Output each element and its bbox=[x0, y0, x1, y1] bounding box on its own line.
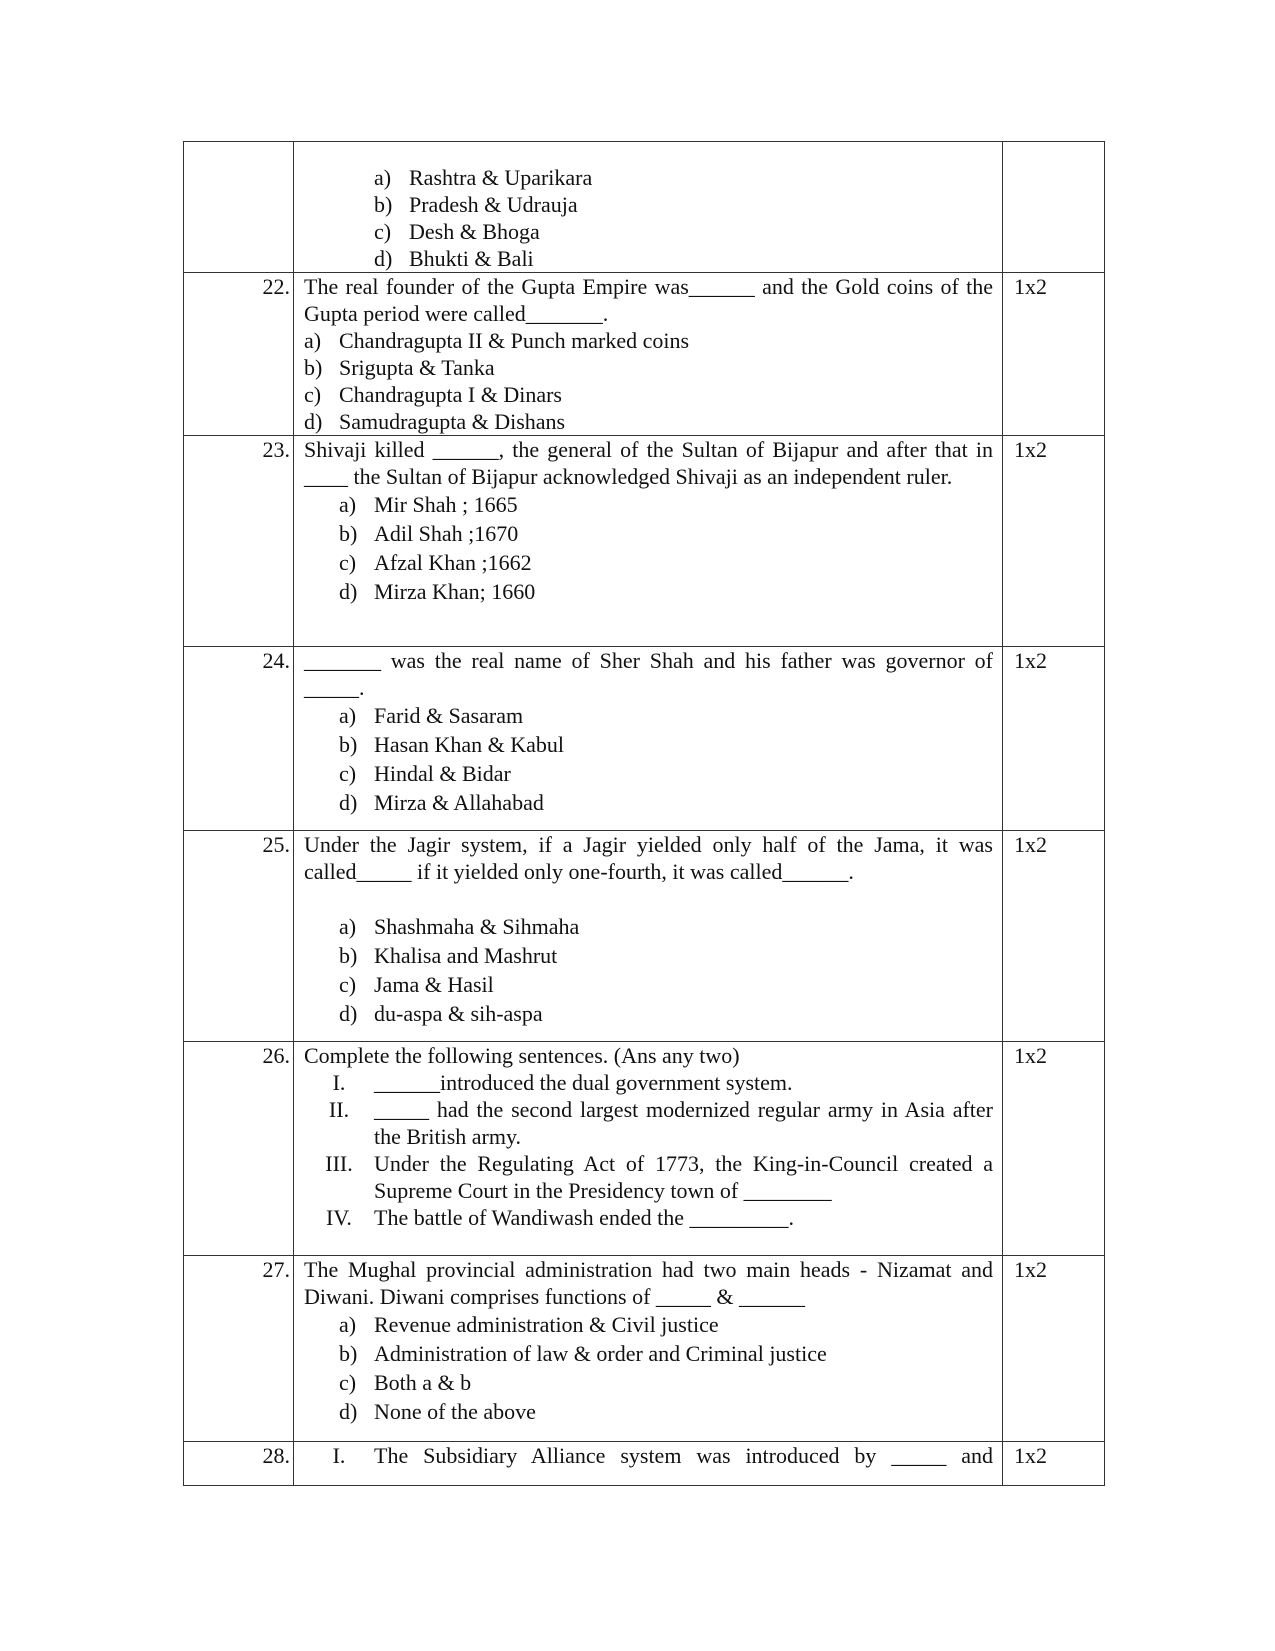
option-list bbox=[304, 701, 993, 817]
question-marks: 1x2 bbox=[1003, 1042, 1105, 1256]
option-text: Adil Shah ;1670 bbox=[374, 521, 519, 546]
option-text: None of the above bbox=[374, 1399, 536, 1424]
question-row-continued bbox=[184, 142, 1105, 273]
sentence-item-1 bbox=[304, 1442, 993, 1469]
option-text: Khalisa and Mashrut bbox=[374, 943, 558, 968]
question-body bbox=[294, 273, 1003, 436]
option-label: a) bbox=[374, 165, 392, 190]
option-label: a) bbox=[304, 328, 322, 353]
question-body bbox=[294, 1042, 1003, 1256]
question-body bbox=[294, 142, 1003, 273]
question-number: 25. bbox=[184, 831, 294, 1042]
option-d bbox=[339, 788, 993, 817]
item-label: IV. bbox=[326, 1205, 352, 1230]
option-label: b) bbox=[304, 355, 323, 380]
question-table bbox=[183, 141, 1105, 1486]
item-text: The Subsidiary Alliance system was introduced by _____ and bbox=[374, 1443, 993, 1468]
question-number bbox=[184, 142, 294, 273]
option-label: d) bbox=[339, 1001, 358, 1026]
question-stem: The Mughal provincial administration had two main heads - Nizamat and Diwani. Diwani comprises functions of _____ & ______ bbox=[304, 1257, 993, 1309]
question-stem: _______ was the real name of Sher Shah and his father was governor of _____. bbox=[304, 648, 993, 700]
option-text: Jama & Hasil bbox=[374, 972, 494, 997]
sentence-item-3 bbox=[304, 1150, 993, 1204]
option-text: Chandragupta I & Dinars bbox=[339, 382, 562, 407]
item-label: I. bbox=[332, 1443, 346, 1468]
question-row-27 bbox=[184, 1256, 1105, 1442]
option-text: Administration of law & order and Criminal justice bbox=[374, 1341, 827, 1366]
option-label: d) bbox=[339, 1399, 358, 1424]
question-marks: 1x2 bbox=[1003, 1442, 1105, 1486]
option-label: c) bbox=[339, 761, 357, 786]
option-text: Afzal Khan ;1662 bbox=[374, 550, 532, 575]
option-d bbox=[339, 999, 993, 1028]
option-b bbox=[339, 941, 993, 970]
option-label: c) bbox=[339, 550, 357, 575]
option-text: du-aspa & sih-aspa bbox=[374, 1001, 543, 1026]
question-body bbox=[294, 436, 1003, 647]
option-label: d) bbox=[374, 246, 393, 271]
question-marks: 1x2 bbox=[1003, 1256, 1105, 1442]
question-row-25 bbox=[184, 831, 1105, 1042]
option-text: Desh & Bhoga bbox=[409, 219, 540, 244]
option-text: Shashmaha & Sihmaha bbox=[374, 914, 580, 939]
option-c bbox=[339, 548, 993, 577]
option-d bbox=[374, 245, 993, 272]
question-row-24 bbox=[184, 647, 1105, 831]
question-body bbox=[294, 1256, 1003, 1442]
option-c bbox=[304, 381, 993, 408]
option-text: Mirza & Allahabad bbox=[374, 790, 544, 815]
question-number: 26. bbox=[184, 1042, 294, 1256]
item-label: II. bbox=[328, 1097, 350, 1122]
question-row-23 bbox=[184, 436, 1105, 647]
option-label: c) bbox=[339, 972, 357, 997]
question-number: 23. bbox=[184, 436, 294, 647]
option-d bbox=[304, 408, 993, 435]
option-text: Pradesh & Udrauja bbox=[409, 192, 578, 217]
option-text: Hasan Khan & Kabul bbox=[374, 732, 565, 757]
option-c bbox=[339, 970, 993, 999]
item-label: III. bbox=[325, 1151, 353, 1176]
question-stem: Under the Jagir system, if a Jagir yielded only half of the Jama, it was called_____ if it yielded only one-fourth, it was called______. bbox=[304, 832, 993, 884]
option-label: a) bbox=[339, 492, 357, 517]
option-b bbox=[374, 191, 993, 218]
option-b bbox=[304, 354, 993, 381]
option-label: d) bbox=[304, 409, 323, 434]
option-label: a) bbox=[339, 1312, 357, 1337]
question-number: 28. bbox=[184, 1442, 294, 1486]
option-label: d) bbox=[339, 790, 358, 815]
question-row-22 bbox=[184, 273, 1105, 436]
option-list bbox=[304, 327, 993, 435]
option-label: c) bbox=[339, 1370, 357, 1395]
question-number: 24. bbox=[184, 647, 294, 831]
option-text: Samudragupta & Dishans bbox=[339, 409, 566, 434]
question-stem: The real founder of the Gupta Empire was______ and the Gold coins of the Gupta period were called_______. bbox=[304, 274, 993, 326]
option-b bbox=[339, 730, 993, 759]
option-b bbox=[339, 519, 993, 548]
option-b bbox=[339, 1339, 993, 1368]
option-text: Bhukti & Bali bbox=[409, 246, 534, 271]
question-row-28 bbox=[184, 1442, 1105, 1486]
item-text: _____ had the second largest modernized regular army in Asia after the British army. bbox=[374, 1097, 993, 1149]
option-d bbox=[339, 577, 993, 606]
question-marks: 1x2 bbox=[1003, 831, 1105, 1042]
option-a bbox=[339, 701, 993, 730]
option-label: b) bbox=[339, 732, 358, 757]
option-label: b) bbox=[339, 1341, 358, 1366]
option-label: b) bbox=[374, 192, 393, 217]
question-body bbox=[294, 647, 1003, 831]
sentence-list bbox=[304, 1069, 993, 1231]
option-a bbox=[339, 1310, 993, 1339]
option-label: a) bbox=[339, 703, 357, 728]
question-stem: Shivaji killed ______, the general of the Sultan of Bijapur and after that in ____ the Sultan of Bijapur acknowledged Shivaji as an independent ruler. bbox=[304, 437, 993, 489]
option-text: Srigupta & Tanka bbox=[339, 355, 495, 380]
option-list bbox=[304, 912, 993, 1028]
question-marks: 1x2 bbox=[1003, 647, 1105, 831]
question-number: 27. bbox=[184, 1256, 294, 1442]
question-marks bbox=[1003, 142, 1105, 273]
option-list bbox=[304, 490, 993, 606]
item-text: The battle of Wandiwash ended the _________. bbox=[374, 1205, 794, 1230]
option-text: Both a & b bbox=[374, 1370, 472, 1395]
option-a bbox=[374, 164, 993, 191]
option-list bbox=[304, 1310, 993, 1426]
option-c bbox=[374, 218, 993, 245]
option-label: c) bbox=[374, 219, 392, 244]
question-marks: 1x2 bbox=[1003, 273, 1105, 436]
option-label: b) bbox=[339, 521, 358, 546]
question-body bbox=[294, 831, 1003, 1042]
option-text: Mirza Khan; 1660 bbox=[374, 579, 536, 604]
question-stem: Complete the following sentences. (Ans any two) bbox=[304, 1043, 740, 1068]
option-text: Revenue administration & Civil justice bbox=[374, 1312, 719, 1337]
option-text: Rashtra & Uparikara bbox=[409, 165, 593, 190]
option-a bbox=[304, 327, 993, 354]
option-d bbox=[339, 1397, 993, 1426]
option-text: Hindal & Bidar bbox=[374, 761, 511, 786]
sentence-item-2 bbox=[304, 1096, 993, 1150]
option-text: Chandragupta II & Punch marked coins bbox=[339, 328, 690, 353]
option-text: Mir Shah ; 1665 bbox=[374, 492, 518, 517]
item-label: I. bbox=[332, 1070, 346, 1095]
option-c bbox=[339, 1368, 993, 1397]
question-row-26 bbox=[184, 1042, 1105, 1256]
sentence-list bbox=[304, 1442, 993, 1469]
question-marks: 1x2 bbox=[1003, 436, 1105, 647]
option-label: a) bbox=[339, 914, 357, 939]
option-list bbox=[304, 164, 993, 272]
item-text: Under the Regulating Act of 1773, the King-in-Council created a Supreme Court in the Presidency town of ________ bbox=[374, 1151, 993, 1203]
option-a bbox=[339, 490, 993, 519]
question-number: 22. bbox=[184, 273, 294, 436]
sentence-item-1 bbox=[304, 1069, 993, 1096]
option-label: b) bbox=[339, 943, 358, 968]
option-label: c) bbox=[304, 382, 322, 407]
option-text: Farid & Sasaram bbox=[374, 703, 524, 728]
item-text: ______introduced the dual government system. bbox=[374, 1070, 793, 1095]
option-c bbox=[339, 759, 993, 788]
sentence-item-4 bbox=[304, 1204, 993, 1231]
question-body bbox=[294, 1442, 1003, 1486]
option-label: d) bbox=[339, 579, 358, 604]
option-a bbox=[339, 912, 993, 941]
